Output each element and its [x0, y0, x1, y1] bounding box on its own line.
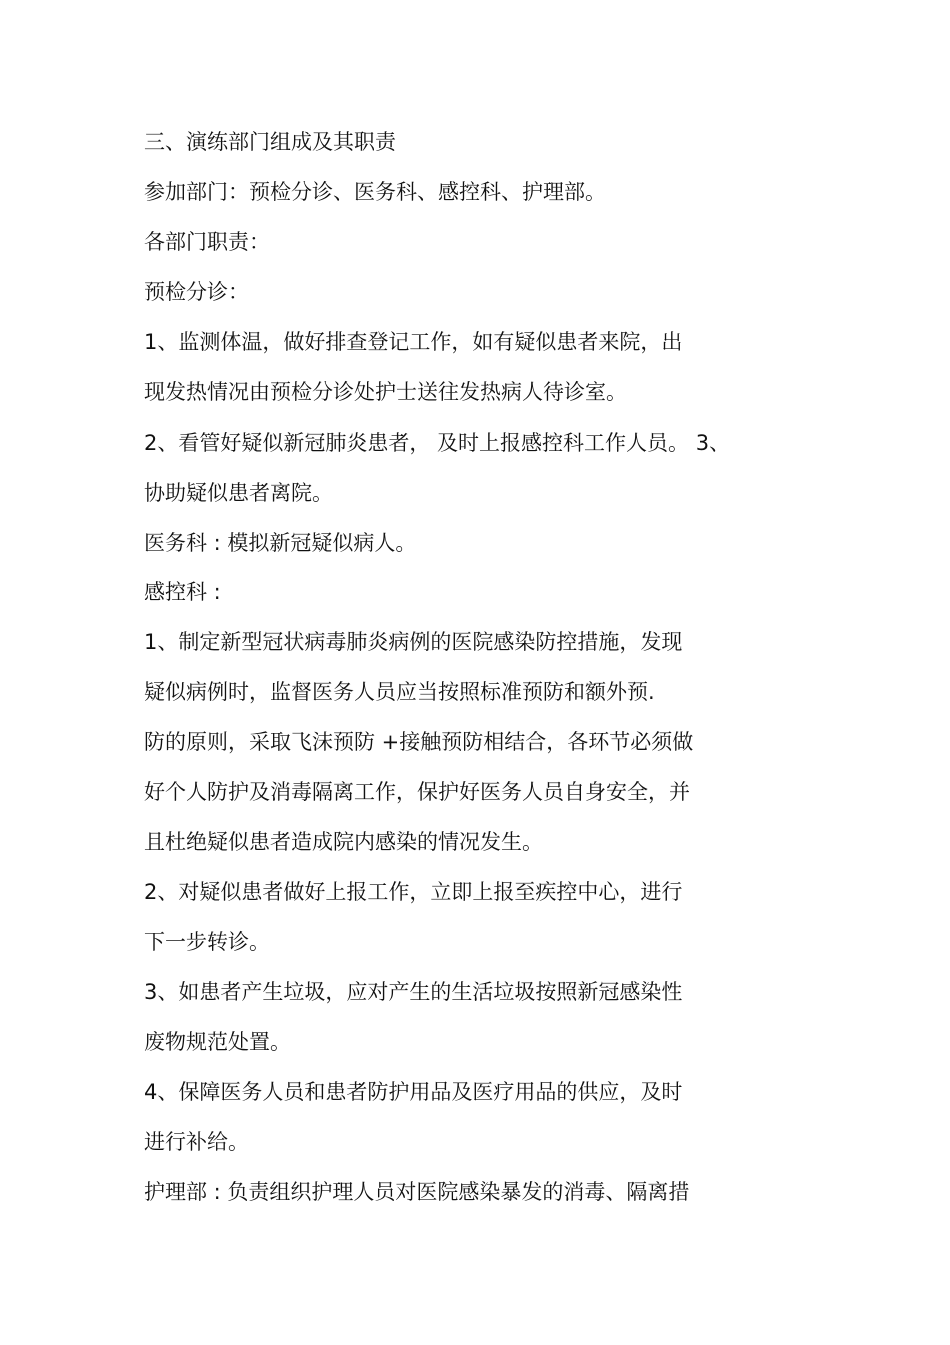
text-line: 疑似病例时，监督医务人员应当按照标准预防和额外预. [144, 680, 655, 704]
text-line: 且杜绝疑似患者造成院内感染的情况发生。 [144, 830, 543, 854]
participating-departments-line: 参加部门：预检分诊、医务科、感控科、护理部。 [144, 180, 606, 204]
text-line: 2、看管好疑似新冠肺炎患者， 及时上报感控科工作人员。 3、 [144, 431, 731, 455]
nursing-department-line: 护理部 : 负责组织护理人员对医院感染暴发的消毒、隔离措 [144, 1180, 690, 1204]
text-line: 防的原则，采取飞沫预防 +接触预防相结合，各环节必须做 [144, 730, 694, 754]
infection-control-heading: 感控科 : [144, 580, 221, 604]
triage-heading: 预检分诊： [144, 280, 249, 304]
text-line: 协助疑似患者离院。 [144, 481, 333, 505]
text-line: 3、如患者产生垃圾，应对产生的生活垃圾按照新冠感染性 [144, 980, 683, 1004]
department-duties-heading: 各部门职责： [144, 230, 270, 254]
medical-affairs-line: 医务科 : 模拟新冠疑似病人。 [144, 531, 417, 555]
text-line: 好个人防护及消毒隔离工作，保护好医务人员自身安全，并 [144, 780, 690, 804]
text-line: 1、制定新型冠状病毒肺炎病例的医院感染防控措施，发现 [144, 630, 683, 654]
text-line: 下一步转诊。 [144, 930, 270, 954]
text-line: 1、监测体温，做好排查登记工作，如有疑似患者来院，出 [144, 330, 683, 354]
section-heading: 三、演练部门组成及其职责 [144, 130, 396, 154]
text-line: 4、保障医务人员和患者防护用品及医疗用品的供应，及时 [144, 1080, 683, 1104]
text-line: 现发热情况由预检分诊处护士送往发热病人待诊室。 [144, 380, 627, 404]
text-line: 2、对疑似患者做好上报工作，立即上报至疾控中心，进行 [144, 880, 683, 904]
text-line: 进行补给。 [144, 1130, 249, 1154]
text-line: 废物规范处置。 [144, 1030, 291, 1054]
